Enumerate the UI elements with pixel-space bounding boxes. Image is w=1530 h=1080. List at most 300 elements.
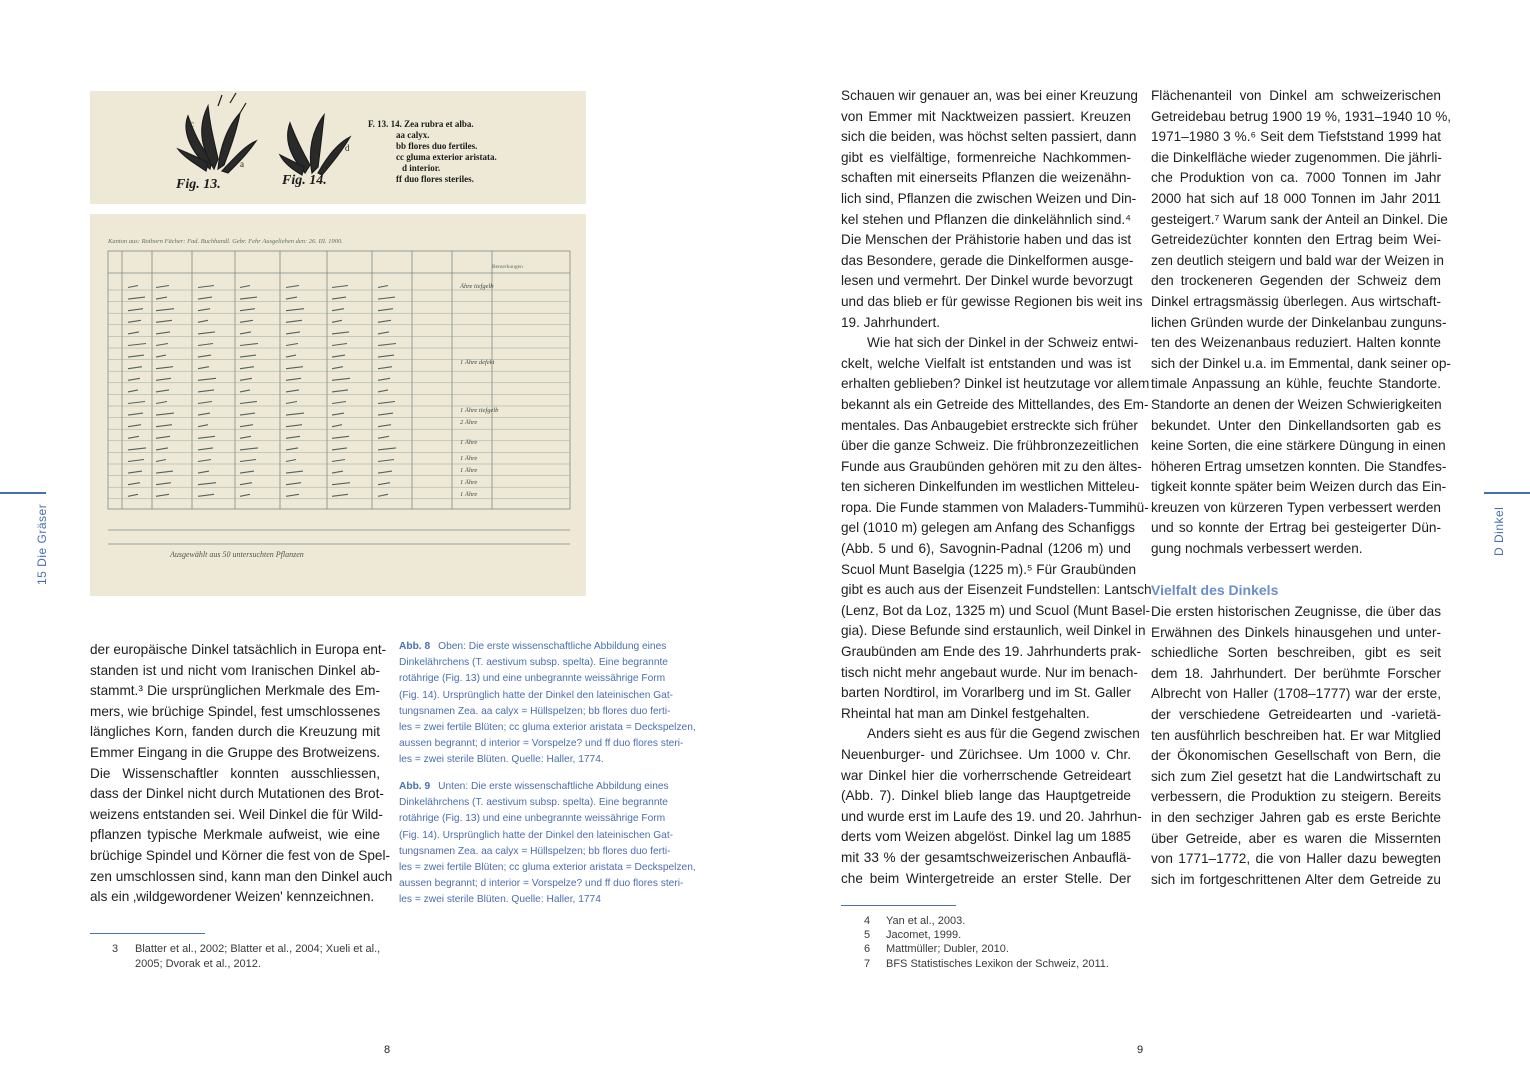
remark-entry: Ähre tiefgelb (460, 283, 494, 290)
ledger-handwriting-mark (156, 413, 174, 415)
ledger-handwriting-mark (198, 286, 214, 288)
ledger-handwriting-mark (286, 413, 304, 415)
ledger-handwriting-mark (128, 367, 142, 369)
text-line: Getreidebau betrug 1900 19 %, 1931–1940 10 %, (1151, 108, 1452, 124)
remark-entry: 2 Ähre (460, 419, 478, 426)
ledger-handwriting-mark (240, 494, 250, 496)
caption-text: les = zwei fertile Blüten; cc gluma exterior aristata = Deckspelzen, (399, 722, 696, 734)
ledger-handwriting-mark (332, 378, 350, 380)
ledger-handwriting-mark (240, 436, 251, 438)
text-line: das Besondere, gerade die Dinkelformen ausge- (841, 252, 1134, 268)
text-line: Schauen wir genauer an, was bei einer Kreuzung (841, 88, 1138, 103)
right-body-text-2 (1151, 602, 1441, 890)
text-line: Flächenanteil von Dinkel am schweizerischen (1151, 88, 1441, 103)
footnote-text: BFS Statistisches Lexikon der Schweiz, 2011. (886, 957, 1109, 970)
ledger-handwriting-mark (128, 413, 143, 415)
text-line: 19. Jahrhundert. (841, 314, 940, 330)
text-line: der Ökonomischen Gesellschaft von Bern, die (1151, 748, 1441, 764)
text-line: brüchige Spindel und Körner die fest von de Spel- (90, 847, 391, 863)
ledger-handwriting-mark (378, 448, 396, 450)
text-line: Erwähnen des Dinkels hinausgehen und unter- (1151, 624, 1441, 640)
text-line: Wie hat sich der Dinkel in der Schweiz entwi- (867, 335, 1139, 351)
text-line: gung nochmals verbessert werden. (1151, 541, 1363, 557)
ledger-sheet (90, 214, 586, 596)
text-line: als ein ‚wildgewordener Weizen' kennzeichnen. (90, 889, 375, 905)
caption-text: (Fig. 14). Ursprünglich hatte der Dinkel den lateinischen Gat- (399, 829, 674, 841)
text-line: höheren Ertrag umsetzen konnten. Die Standfes- (1151, 458, 1447, 474)
text-line: kreuzen von kürzeren Typen verbessert werden (1151, 499, 1441, 515)
ledger-handwriting-mark (156, 367, 173, 369)
ledger-handwriting-mark (378, 332, 389, 334)
ledger-handwriting-mark (286, 448, 298, 450)
text-line: von 1771–1772, die von Haller dazu bewegten (1151, 851, 1441, 867)
ledger-handwriting-mark (198, 436, 215, 438)
ledger-handwriting-mark (286, 344, 298, 346)
text-line: schiedliche Sorten beschreiben, gibt es seit (1151, 645, 1441, 661)
ledger-handwriting-mark (378, 309, 393, 311)
caption-text: les = zwei sterile Blüten. Quelle: Haller, 1774 (399, 894, 601, 906)
remark-entry: 1 Ähre tiefgelb (460, 407, 499, 414)
ledger-handwriting-mark (198, 413, 210, 415)
ledger-handwriting-mark (286, 460, 296, 462)
ledger-handwriting-mark (198, 402, 212, 404)
ledger-handwriting-mark (156, 436, 170, 438)
ledger-handwriting-mark (240, 332, 251, 334)
ledger-handwriting-mark (156, 332, 170, 334)
text-line: Die Menschen der Prähistorie haben und das ist (841, 232, 1132, 248)
caption-line (399, 671, 689, 687)
ledger-handwriting-mark (240, 320, 253, 322)
figure-ledger (90, 214, 586, 596)
legend-line: bb flores duo fertiles. (396, 141, 478, 151)
section-heading: Vielfalt des Dinkels (1151, 582, 1279, 598)
ledger-handwriting-mark (198, 344, 213, 346)
caption-line (399, 828, 689, 844)
ledger-handwriting-mark (286, 402, 297, 404)
ledger-handwriting-mark (332, 494, 348, 496)
ledger-handwriting-mark (156, 320, 172, 322)
ledger-handwriting-mark (198, 309, 210, 311)
text-line: Emmer Eingang in die Gruppe des Brotweizens. (90, 744, 381, 760)
ledger-handwriting-mark (198, 367, 209, 369)
caption-line (399, 779, 689, 795)
ledger-handwriting-mark (156, 448, 168, 450)
right-body-text (1151, 86, 1452, 560)
ledger-handwriting-mark (128, 309, 143, 311)
ledger-handwriting-mark (128, 378, 140, 380)
ledger-handwriting-mark (240, 425, 253, 427)
ledger-handwriting-mark (378, 367, 392, 369)
ledger-handwriting-mark (198, 378, 216, 380)
ledger-handwriting-mark (198, 390, 214, 392)
text-line: Rheintal hat man am Dinkel festgehalten. (841, 705, 1090, 721)
caption-line (399, 752, 689, 768)
text-line: gia). Diese Befunde sind erstaunlich, weil Dinkel in (841, 623, 1146, 639)
text-line: tigkeit konnte später beim Weizen durch das Ein- (1151, 479, 1447, 495)
text-line: in den sechziger Jahren gab es erste Berichte (1151, 809, 1441, 825)
ledger-handwriting-mark (128, 297, 145, 299)
ledger-handwriting-mark (240, 367, 254, 369)
ledger-handwriting-mark (240, 378, 252, 380)
text-line: zen umschlossen sind, kann man den Dinkel auch (90, 868, 393, 884)
figure-haller-engraving (90, 91, 586, 204)
left-side-label: 15 Die Gräser (35, 503, 49, 585)
caption-line (399, 860, 696, 876)
ledger-handwriting-mark (128, 448, 146, 450)
text-line: Getreidezüchter konnten den Ertrag beim Wei- (1151, 232, 1441, 248)
text-line: sich die beiden, was höchst selten passiert, dann (841, 129, 1137, 145)
ledger-handwriting-mark (198, 425, 208, 427)
ledger-handwriting-mark (128, 355, 144, 357)
text-line: mers, wie brüchige Spindel, fest umschlossenes (90, 703, 381, 719)
text-line: (Abb. 7). Dinkel blieb lange das Hauptgetreide (841, 788, 1131, 804)
text-line: Standorte an denen der Weizen Schwierigkeiten (1151, 396, 1442, 412)
caption-text: les = zwei fertile Blüten; cc gluma exterior aristata = Deckspelzen, (399, 862, 696, 874)
ledger-handwriting-mark (156, 425, 172, 427)
ledger-handwriting-mark (240, 448, 258, 450)
ledger-handwriting-mark (378, 320, 391, 322)
ledger-handwriting-mark (240, 460, 256, 462)
caption-text: Unten: Die erste wissenschaftliche Abbildung eines (438, 781, 669, 792)
text-line: kel stehen und Pflanzen die dinkelähnlich sind.⁴ (841, 211, 1131, 227)
ledger-handwriting-mark (378, 355, 394, 357)
ledger-handwriting-mark (286, 332, 300, 334)
footnote-number: 3 (112, 943, 119, 955)
ledger-handwriting-mark (378, 471, 392, 473)
text-line: che Produktion von ca. 7000 Tonnen im Jahr (1151, 170, 1441, 186)
ledger-handwriting-mark (156, 460, 166, 462)
text-line: den trockeneren Gegenden der Schweiz dem (1151, 273, 1441, 289)
text-line: weizens entstanden sei. Weil Dinkel die für Wild- (90, 806, 383, 822)
ledger-handwriting-mark (240, 286, 250, 288)
footnote-text: Jacomet, 1999. (886, 929, 962, 942)
footnote-text: Yan et al., 2003. (886, 915, 966, 927)
ledger-handwriting-mark (128, 471, 142, 473)
ledger-handwriting-mark (286, 390, 299, 392)
caption-text: aussen begrannt; d interior = Vorspelze? und ff duo flores steri- (399, 738, 684, 750)
text-line: schaften mit einerseits Pflanzen die weizenähn- (841, 170, 1131, 186)
caption-text: tungsnamen Zea. aa calyx = Hüllspelzen; bb flores duo ferti- (399, 705, 671, 717)
page-number-right: 9 (1137, 1044, 1144, 1056)
ledger-handwriting-mark (128, 460, 144, 462)
ledger-handwriting-mark (128, 402, 145, 404)
ledger-handwriting-mark (332, 297, 346, 299)
legend-line: ff duo flores steriles. (396, 174, 474, 184)
ledger-handwriting-mark (378, 297, 395, 299)
text-line: Scuol Munt Baselgia (1225 m).⁵ Für Graubünden (841, 561, 1137, 577)
remark-entry: 1 Ähre (460, 455, 478, 462)
ledger-handwriting-mark (156, 483, 171, 485)
text-line: die Dinkelfläche wieder zugenommen. Die jährli- (1151, 149, 1442, 165)
remark-entry: 1 Ähre (460, 467, 478, 474)
ledger-handwriting-mark (332, 309, 344, 311)
footnote-text: Blatter et al., 2002; Blatter et al., 2004; Xueli et al., (135, 943, 381, 955)
ledger-handwriting-mark (378, 483, 390, 485)
svg-text:c: c (190, 119, 194, 129)
ledger-handwriting-mark (332, 320, 342, 322)
text-line: lich sind, Pflanzen die zwischen Weizen und Din- (841, 190, 1137, 206)
text-line: sich im fortgeschrittenen Alter dem Getreide zu (1151, 871, 1441, 887)
ledger-handwriting-mark (286, 320, 302, 322)
fig13-label: Fig. 13. (176, 177, 221, 192)
ledger-handwriting-mark (128, 344, 146, 346)
ledger-handwriting-mark (286, 367, 303, 369)
text-line: 2000 hat sich auf 18 000 Tonnen im Jahr 2011 (1151, 190, 1441, 206)
text-line: mentales. Das Anbaugebiet erstreckte sich früher (841, 417, 1138, 433)
caption-line (399, 876, 689, 892)
text-line: lichen Gründen wurde der Dinkelanbau zunguns- (1151, 314, 1447, 330)
ledger-handwriting-mark (332, 425, 342, 427)
text-line: gibt es vielfältige, formenreiche Nachkommen- (841, 149, 1131, 165)
ledger-handwriting-mark (286, 286, 299, 288)
caption-label: Abb. 8 (399, 641, 431, 652)
text-line: der verschiedene Getreidearten und -varietä- (1151, 706, 1441, 722)
ledger-handwriting-mark (332, 344, 347, 346)
text-line: gel (1010 m) gelegen am Anfang des Schanfiggs (841, 520, 1135, 536)
footnote-rule-left (90, 933, 205, 934)
ledger-handwriting-mark (198, 460, 211, 462)
text-line: gesteigert.⁷ Warum sank der Anteil an Dinkel. Die (1151, 211, 1448, 227)
ledger-handwriting-mark (332, 448, 347, 450)
text-line: sich zum Ziel gesetzt hat die Landwirtschaft zu (1151, 768, 1441, 784)
caption-text: rotährige (Fig. 13) und eine unbegrannte weissährige Form (399, 673, 666, 685)
ledger-handwriting-mark (128, 390, 138, 392)
ledger-handwriting-mark (286, 297, 297, 299)
ledger-handwriting-mark (240, 355, 256, 357)
text-line: Funde aus Graubünden gehören mit zu den ältes- (841, 458, 1142, 474)
caption-text: les = zwei sterile Blüten. Quelle: Haller, 1774. (399, 754, 604, 766)
caption-text: Dinkelährchens (T. aestivum subsp. spelta). Eine begrannte (399, 657, 668, 669)
footnote-number: 5 (864, 929, 871, 942)
ledger-handwriting-mark (128, 483, 140, 485)
text-line: erhalten geblieben? Dinkel ist heutzutage vor allem (841, 376, 1150, 392)
ledger-handwriting-mark (128, 332, 139, 334)
caption-line (399, 704, 689, 720)
right-tab-line (1484, 492, 1530, 494)
text-line: von Emmer mit Nacktweizen passiert. Kreuzen (841, 108, 1131, 124)
text-line: längliches Korn, fanden durch die Kreuzung mit (90, 724, 380, 740)
ledger-handwriting-mark (240, 483, 252, 485)
ledger-handwriting-mark (198, 448, 213, 450)
ledger-handwriting-mark (240, 344, 258, 346)
ledger-handwriting-mark (332, 436, 349, 438)
ledger-handwriting-mark (332, 402, 346, 404)
footnote-number: 4 (864, 915, 871, 927)
text-line: über die ganze Schweiz. Die frühbronzezeitlichen (841, 438, 1139, 454)
text-line: zen deutlich steigern und bald war der Weizen in (1151, 252, 1444, 268)
ledger-handwriting-mark (156, 402, 167, 404)
ledger-handwriting-mark (198, 355, 211, 357)
footnote-text: 2005; Dvorak et al., 2012. (135, 958, 261, 970)
middle-body-text (841, 86, 1152, 889)
text-line: pflanzen typische Merkmale aufweist, wie eine (90, 827, 380, 843)
ledger-handwriting-mark (198, 332, 215, 334)
spikelet-drawings (90, 91, 586, 204)
footnote-number: 7 (864, 957, 871, 970)
caption-line (399, 795, 689, 811)
ledger-handwriting-mark (332, 332, 349, 334)
text-line: und das blieb er für gewisse Regionen bis weit ins (841, 293, 1143, 309)
legend-line: aa calyx. (396, 130, 430, 140)
ledger-handwriting-mark (128, 425, 141, 427)
ledger-handwriting-mark (378, 494, 388, 496)
text-line: ten sicheren Dinkelfunden im westlichen Mitteleu- (841, 479, 1140, 495)
text-line: keine Sorten, die eine stärkere Düngung in einen (1151, 438, 1446, 454)
ledger-handwriting-mark (128, 436, 139, 438)
ledger-handwriting-mark (156, 471, 173, 473)
ledger-handwriting-mark (332, 483, 350, 485)
ledger-handwriting-mark (156, 286, 169, 288)
text-line: ropa. Die Funde stammen von Maladers-Tummihü- (841, 499, 1149, 515)
ledger-handwriting-mark (240, 402, 257, 404)
ledger-handwriting-mark (240, 471, 254, 473)
text-line: war Dinkel hier die vorherrschende Getreideart (841, 767, 1131, 783)
ledger-handwriting-mark (198, 320, 208, 322)
remark-entry: 1 Ähre (460, 491, 478, 498)
ledger-footer: Ausgewählt aus 50 untersuchten Pflanzen (170, 550, 304, 559)
text-line: mit 33 % der gesamtschweizerischen Anbauflä- (841, 849, 1131, 865)
ledger-handwriting-mark (378, 460, 394, 462)
ledger-handwriting-mark (198, 297, 212, 299)
ledger-handwriting-mark (332, 286, 348, 288)
text-line: verbessern, die Produktion zu steigern. Bereits (1151, 789, 1441, 805)
caption-abb8 (399, 639, 696, 769)
text-line: (Lenz, Bot da Loz, 1325 m) und Scuol (Munt Basel- (841, 602, 1151, 618)
ledger-handwriting-mark (286, 355, 296, 357)
legend-line: cc gluma exterior aristata. (396, 152, 497, 162)
ledger-handwriting-mark (286, 483, 301, 485)
svg-text:a: a (240, 159, 244, 169)
footnote-number: 6 (864, 943, 871, 956)
ledger-handwriting-mark (332, 367, 343, 369)
text-line: Dinkel ertragsmässig überlegen. Aus wirtschaft- (1151, 293, 1441, 309)
legend-line: d interior. (402, 163, 441, 173)
text-line: 1971–1980 3 %.⁶ Seit dem Tiefststand 1999 hat (1151, 129, 1441, 145)
ledger-handwriting-mark (378, 425, 391, 427)
text-line: stammt.³ Die ursprünglichen Merkmale des Em- (90, 683, 380, 699)
text-line: und so konnte der Ertrag bei gesteigerter Dün- (1151, 520, 1441, 536)
ledger-handwriting-mark (128, 286, 138, 288)
footnote-rule-right (841, 905, 956, 906)
ledger-handwriting-mark (128, 320, 141, 322)
remarks-header: Bemerkungen (492, 264, 523, 270)
ledger-handwriting-mark (156, 309, 174, 311)
caption-line (399, 844, 689, 860)
caption-text: (Fig. 14). Ursprünglich hatte der Dinkel den lateinischen Gat- (399, 689, 674, 701)
caption-abb9 (399, 779, 696, 909)
text-line: bekannt als ein Getreide des Mittellandes, des Em- (841, 396, 1149, 412)
ledger-handwriting-mark (240, 390, 250, 392)
ledger-handwriting-mark (156, 494, 169, 496)
legend-line: F. 13. 14. Zea rubra et alba. (368, 119, 474, 129)
remark-entry: 1 Ähre (460, 479, 478, 486)
text-line: der europäische Dinkel tatsächlich in Europa ent- (90, 642, 387, 657)
ledger-handwriting-mark (332, 413, 344, 415)
ledger-handwriting-mark (128, 494, 138, 496)
right-side-label: D Dinkel (1492, 506, 1506, 556)
caption-text: Oben: Die erste wissenschaftliche Abbildung eines (438, 641, 667, 652)
ledger-handwriting-mark (332, 355, 345, 357)
ledger-handwriting-mark (286, 494, 299, 496)
text-line: Albrecht von Haller (1708–1777) war der erste, (1151, 686, 1441, 702)
footnote-text: Mattmüller; Dubler, 2010. (886, 943, 1009, 956)
ledger-handwriting-mark (198, 471, 209, 473)
ledger-handwriting-mark (378, 378, 390, 380)
text-line: ckelt, welche Vielfalt ist entstanden und was ist (841, 355, 1131, 371)
ledger-handwriting-mark (198, 494, 214, 496)
ledger-handwriting-mark (240, 297, 257, 299)
caption-text: tungsnamen Zea. aa calyx = Hüllspelzen; bb flores duo ferti- (399, 845, 671, 857)
ledger-handwriting-mark (378, 413, 393, 415)
ledger-handwriting-mark (332, 390, 348, 392)
fig14-label: Fig. 14. (282, 173, 327, 188)
caption-text: Dinkelährchens (T. aestivum subsp. spelta). Eine begrannte (399, 797, 668, 809)
ledger-handwriting-mark (286, 471, 303, 473)
caption-line (399, 720, 696, 736)
text-line: ten ausführlich beschreiben hat. Er war Mitglied (1151, 727, 1441, 743)
ledger-handwriting-mark (286, 378, 301, 380)
left-tab-line (0, 492, 46, 494)
text-line: Die ersten historischen Zeugnisse, die über das (1151, 604, 1441, 619)
ledger-handwriting-mark (378, 344, 396, 346)
caption-line (399, 811, 689, 827)
ledger-handwriting-mark (378, 390, 388, 392)
caption-text: aussen begrannt; d interior = Vorspelze? und ff duo flores steri- (399, 878, 684, 890)
ledger-handwriting-mark (156, 355, 166, 357)
ledger-handwriting-mark (156, 390, 169, 392)
text-line: Neuenburger- und Zürichsee. Um 1000 v. Chr. (841, 747, 1131, 762)
text-line: bekundet. Unter den Dinkellandsorten gab es (1151, 417, 1441, 433)
caption-line (399, 736, 689, 752)
remark-entry: 1 Ähre defekt (460, 359, 495, 366)
ledger-handwriting-mark (286, 309, 304, 311)
remark-entry: 1 Ähre (460, 439, 478, 446)
ledger-handwriting-mark (378, 436, 389, 438)
text-line: dass der Dinkel nicht durch Mutationen des Brot- (90, 786, 384, 802)
ledger-handwriting-mark (332, 471, 343, 473)
ledger-handwriting-mark (378, 286, 388, 288)
ledger-handwriting-mark (240, 309, 255, 311)
text-line: che beim Wintergetreide an erster Stelle. Der (841, 870, 1131, 886)
ledger-handwriting-mark (156, 378, 171, 380)
text-line: gibt es auch aus der Eisenzeit Fundstellen: Lantsch (841, 582, 1152, 598)
text-line: barten Nordtirol, im Vorarlberg und im St. Galler (841, 685, 1131, 701)
text-line: Graubünden am Ende des 19. Jahrhunderts prak- (841, 644, 1142, 660)
caption-line (399, 639, 689, 655)
text-line: (Abb. 5 und 6), Savognin-Padnal (1206 m) und (841, 541, 1131, 557)
text-line: lesen und vermehrt. Der Dinkel wurde bevorzugt (841, 273, 1133, 289)
ledger-handwriting-mark (156, 297, 167, 299)
ledger-header: Kanton aus: Rothorn Fächer: Fad. Buchhandl. Gebr. Fehr Ausgeliehen den: 26. III. 1900. (108, 238, 343, 245)
ledger-handwriting-mark (286, 425, 302, 427)
caption-label: Abb. 9 (399, 781, 431, 792)
ledger-handwriting-mark (332, 460, 345, 462)
text-line: timale Anpassung an kühle, feuchte Standorte. (1151, 376, 1441, 392)
text-line: dem 18. Jahrhundert. Der berühmte Forscher (1151, 665, 1441, 681)
text-line: Die Wissenschaftler konnten ausschliessen, (90, 765, 380, 781)
text-line: sich der Dinkel u.a. im Emmental, dank seiner op- (1151, 355, 1451, 371)
text-line: standen ist und nicht vom Iranischen Dinkel ab- (90, 662, 380, 678)
ledger-handwriting-mark (240, 413, 255, 415)
text-line: Anders sieht es aus für die Gegend zwischen (867, 726, 1140, 742)
caption-line (399, 655, 689, 671)
ledger-handwriting-mark (286, 436, 300, 438)
page-number-left: 8 (384, 1044, 391, 1056)
text-line: und wurde erst im Laufe des 19. und 20. Jahrhun- (841, 808, 1142, 824)
text-line: über Getreide, aber es waren die Missernten (1151, 830, 1441, 846)
caption-line (399, 892, 689, 908)
caption-line (399, 688, 689, 704)
